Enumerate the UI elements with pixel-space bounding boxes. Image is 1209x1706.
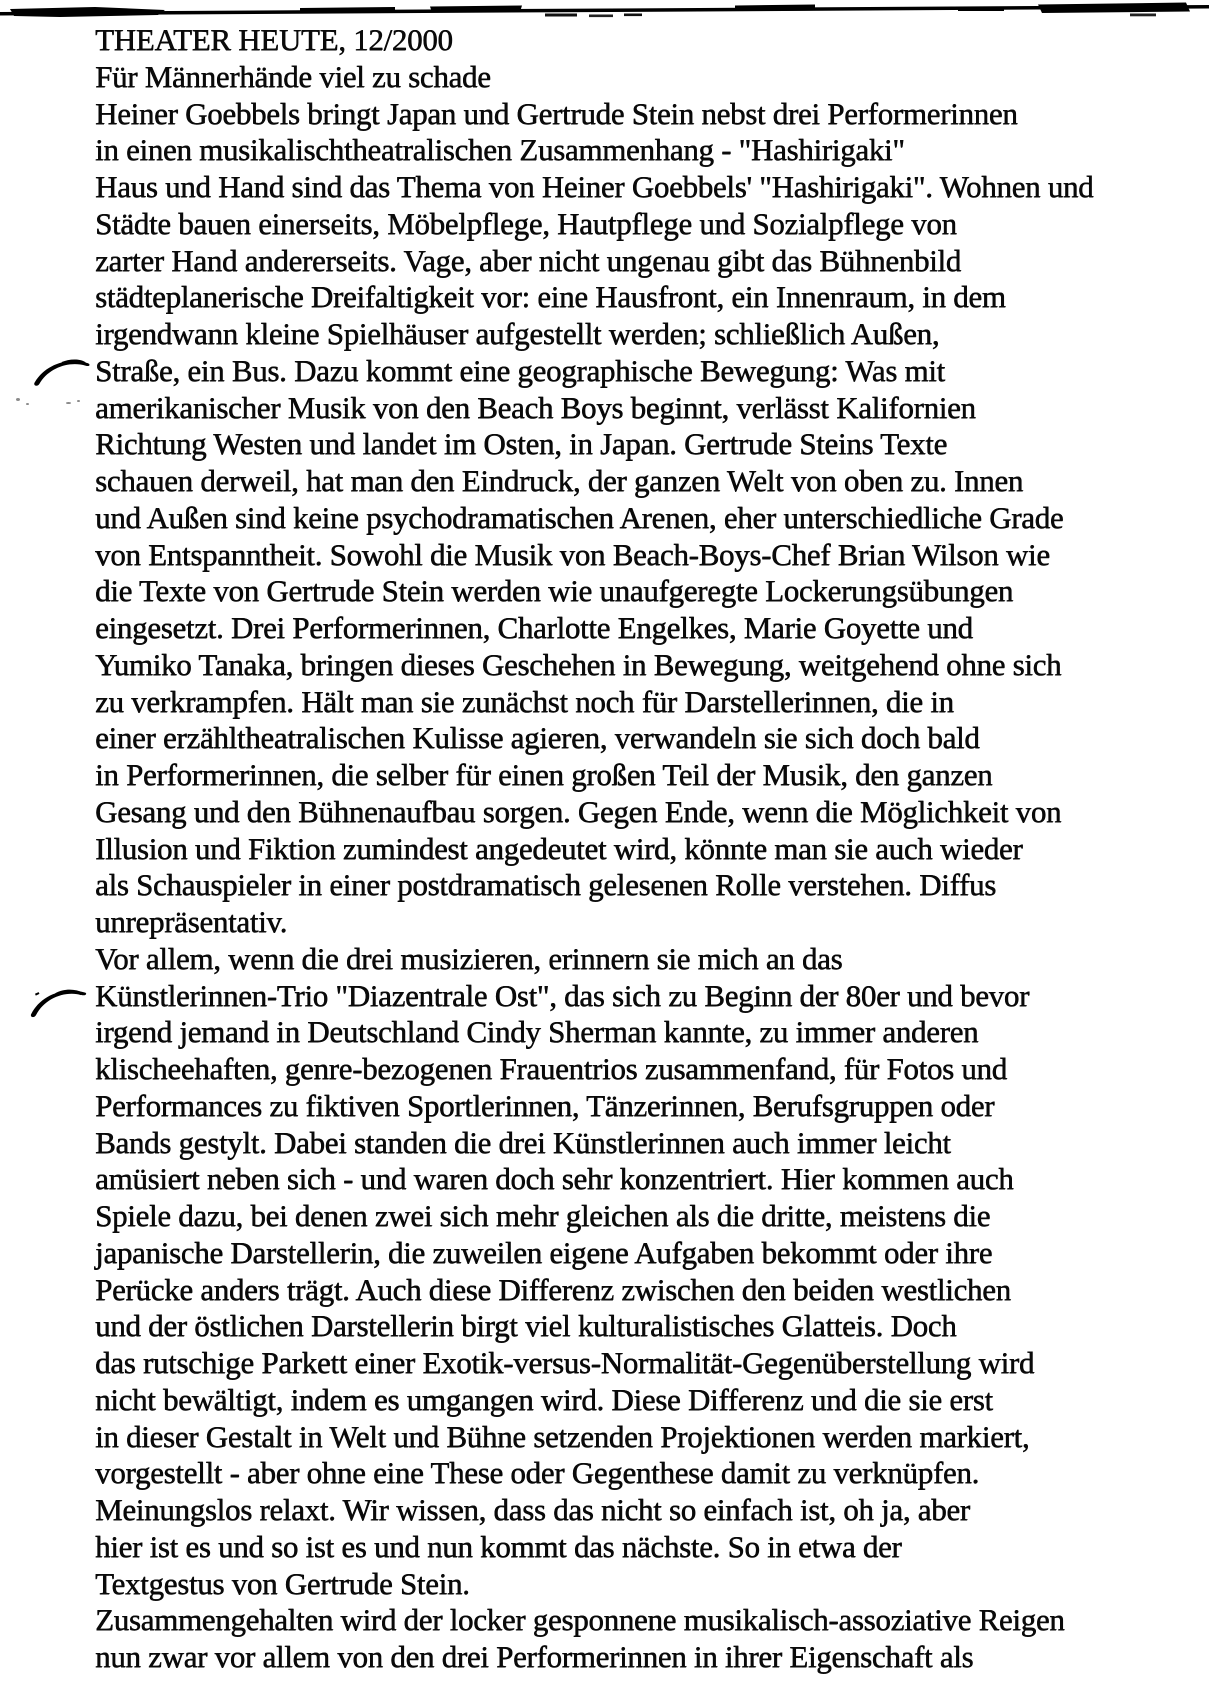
text-line: vorgestellt - aber ohne eine These oder Gegenthese damit zu verknüpfen. <box>95 1455 979 1491</box>
text-line: Künstlerinnen-Trio "Diazentrale Ost", das sich zu Beginn der 80er und bevor <box>95 977 1030 1013</box>
text-line: in Performerinnen, die selber für einen großen Teil der Musik, den ganzen <box>95 757 993 792</box>
text-line: Zusammengehalten wird der locker gesponnene musikalisch-assoziative Reigen <box>95 1602 1065 1638</box>
text-line: Performances zu fiktiven Sportlerinnen, Tänzerinnen, Berufsgruppen oder <box>95 1087 995 1123</box>
scan-artifact-top-edge <box>0 0 1209 22</box>
text-line: Textgestus von Gertrude Stein. <box>95 1565 470 1601</box>
text-line: schauen derweil, hat man den Eindruck, der ganzen Welt von oben zu. Innen <box>95 463 1023 498</box>
text-line: Yumiko Tanaka, bringen dieses Geschehen in Bewegung, weitgehend ohne sich <box>95 646 1062 682</box>
text-line: in dieser Gestalt in Welt und Bühne setzenden Projektionen werden markiert, <box>95 1418 1030 1454</box>
text-line: einer erzähltheatralischen Kulisse agieren, verwandeln sie sich doch bald <box>95 720 980 756</box>
text-line: städteplanerische Dreifaltigkeit vor: eine Hausfront, ein Innenraum, in dem <box>95 279 1006 315</box>
text-line: unrepräsentativ. <box>95 904 288 939</box>
text-line: Haus und Hand sind das Thema von Heiner Goebbels' "Hashirigaki". Wohnen und <box>95 169 1094 204</box>
text-line: irgendwann kleine Spielhäuser aufgestellt werden; schließlich Außen, <box>95 316 940 351</box>
text-line: Illusion und Fiktion zumindest angedeutet wird, könnte man sie auch wieder <box>95 830 1023 866</box>
faint-pencil-dots <box>14 396 84 410</box>
text-line: THEATER HEUTE, 12/2000 <box>95 22 453 57</box>
text-line: in einen musikalischtheatralischen Zusammenhang - "Hashirigaki" <box>95 132 905 168</box>
text-line: Richtung Westen und landet im Osten, in Japan. Gertrude Steins Texte <box>95 426 947 462</box>
text-line: Gesang und den Bühnenaufbau sorgen. Gegen Ende, wenn die Möglichkeit von <box>95 793 1062 829</box>
text-line: nicht bewältigt, indem es umgangen wird. Diese Differenz und die sie erst <box>95 1381 993 1417</box>
text-line: Meinungslos relaxt. Wir wissen, dass das nicht so einfach ist, oh ja, aber <box>95 1492 970 1527</box>
handwritten-arc-mark-icon <box>31 354 94 390</box>
text-line: als Schauspieler in einer postdramatisch gelesenen Rolle verstehen. Diffus <box>95 867 996 903</box>
text-line: hier ist es und so ist es und nun kommt das nächste. So in etwa der <box>95 1528 902 1564</box>
text-line: Vor allem, wenn die drei musizieren, erinnern sie mich an das <box>95 940 843 976</box>
text-line: Perücke anders trägt. Auch diese Differenz zwischen den beiden westlichen <box>95 1271 1011 1307</box>
text-line: von Entspanntheit. Sowohl die Musik von Beach-Boys-Chef Brian Wilson wie <box>95 536 1050 572</box>
text-line: und Außen sind keine psychodramatischen Arenen, eher unterschiedliche Grade <box>95 499 1064 535</box>
text-line: die Texte von Gertrude Stein werden wie unaufgeregte Lockerungsübungen <box>95 573 1013 609</box>
text-line: das rutschige Parkett einer Exotik-versus-Normalität-Gegenüberstellung wird <box>95 1345 1035 1380</box>
text-line: Städte bauen einerseits, Möbelpflege, Hautpflege und Sozialpflege von <box>95 205 957 241</box>
text-line: eingesetzt. Drei Performerinnen, Charlotte Engelkes, Marie Goyette und <box>95 610 973 645</box>
text-line: zarter Hand andererseits. Vage, aber nicht ungenau gibt das Bühnenbild <box>95 242 961 278</box>
text-line: klischeehaften, genre-bezogenen Frauentrios zusammenfand, für Fotos und <box>95 1051 1007 1086</box>
text-line: irgend jemand in Deutschland Cindy Sherman kannte, zu immer anderen <box>95 1014 979 1050</box>
text-line: amüsiert neben sich - und waren doch sehr konzentriert. Hier kommen auch <box>95 1161 1014 1197</box>
text-line: Spiele dazu, bei denen zwei sich mehr gleichen als die dritte, meistens die <box>95 1198 991 1233</box>
text-line: Bands gestylt. Dabei standen die drei Künstlerinnen auch immer leicht <box>95 1124 951 1160</box>
text-line: japanische Darstellerin, die zuweilen eigene Aufgaben bekommt oder ihre <box>95 1234 993 1270</box>
text-line: Straße, ein Bus. Dazu kommt eine geographische Bewegung: Was mit <box>95 352 945 388</box>
text-line: nun zwar vor allem von den drei Performerinnen in ihrer Eigenschaft als <box>95 1639 974 1674</box>
text-line: zu verkrampfen. Hält man sie zunächst noch für Darstellerinnen, die in <box>95 683 954 719</box>
document-text-block <box>95 22 1093 1676</box>
text-line: und der östlichen Darstellerin birgt viel kulturalistisches Glatteis. Doch <box>95 1308 957 1344</box>
text-line: Heiner Goebbels bringt Japan und Gertrude Stein nebst drei Performerinnen <box>95 95 1018 131</box>
text-line: amerikanischer Musik von den Beach Boys beginnt, verlässt Kalifornien <box>95 389 976 425</box>
text-line: Für Männerhände viel zu schade <box>95 58 491 94</box>
handwritten-arc-mark-icon <box>27 982 92 1021</box>
